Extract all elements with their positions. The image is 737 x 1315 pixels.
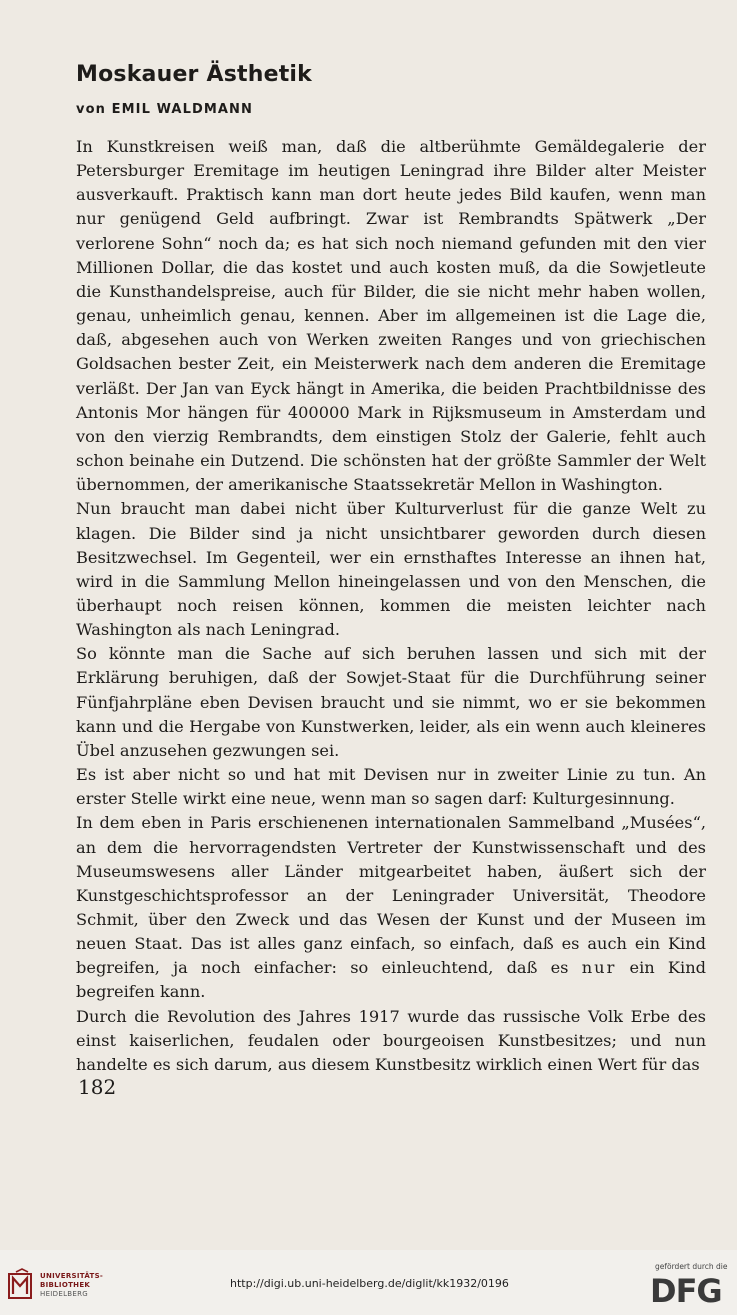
emphasized-word: nur — [581, 958, 617, 978]
paragraph: In Kunstkreisen weiß man, daß die altberühmte Gemäldegalerie der Petersburger Eremitage im heutigen Leningrad ihre Bilder alter Meister ausverkauft. Praktisch kann man dort heute jedes Bild kaufen, wenn man nur genügend Geld aufbringt. Zwar ist Rembrandts Spätwerk „Der verlorene Sohn“ noch da; es hat sich noch niemand gefunden mit den vier Millionen Dollar, die das kostet und auch kosten muß, da die Sowjetleute die Kunsthandelspreise, auch für Bilder, die sie nicht mehr haben wollen, genau, unheimlich genau, kennen. Aber im allgemeinen ist die Lage die, daß, abgesehen auch von Werken zweiten Ranges und von griechischen Goldsachen bester Zeit, ein Meisterwerk nach dem anderen die Eremitage verläßt. Der Jan van Eyck hängt in Amerika, die beiden Prachtbildnisse des Antonis Mor hängen für 400000 Mark in Rijksmuseum in Amsterdam und von den vierzig Rembrandts, dem einstigen Stolz der Galerie, fehlt auch schon beinahe ein Dutzend. Die schönsten hat der größte Sammler der Welt übernommen, der amerikanische Staatssekretär Mellon in Washington. — [76, 137, 706, 495]
paragraph-text: In dem eben in Paris erschienenen internationalen Sammelband „Musées“, an dem die hervorragendsten Vertreter der Kunstwissenschaft und des Museumswesens aller Länder mitgearbeitet haben, äußert sich der Kunstgeschichtsprofessor an der Leningrader Universität, Theodore Schmit, über den Zweck und das Wesen der Kunst und der Museen im neuen Staat. Das ist alles ganz einfach, so einfach, daß es auch ein Kind begreifen, ja noch einfacher: so einleuchtend, daß es — [76, 813, 706, 978]
paragraph-text-tail: ein Kind begreifen kann. — [76, 958, 706, 1002]
library-name: UNIVERSITÄTS- BIBLIOTHEK HEIDELBERG — [40, 1272, 104, 1298]
permalink-url[interactable]: http://digi.ub.uni-heidelberg.de/diglit/kk1932/0196 — [230, 1277, 509, 1290]
author-name: EMIL WALDMANN — [111, 102, 254, 117]
viewer-footer — [0, 1250, 737, 1315]
paragraph: So könnte man die Sache auf sich beruhen lassen und sich mit der Erklärung beruhigen, daß der Sowjet-Staat für die Durchführung seiner Fünfjahrpläne eben Devisen braucht und sie nimmt, wo er sie bekommen kann und die Hergabe von Kunstwerken, leider, als ein wenn auch kleineres Übel anzusehen gezwungen sei. — [76, 644, 706, 760]
funding-caption: gefördert durch die — [655, 1262, 728, 1271]
article-body — [76, 135, 706, 1077]
byline — [76, 102, 253, 117]
byline-prefix: von — [76, 102, 106, 117]
dfg-logo: DFG — [650, 1272, 722, 1310]
paragraph: Durch die Revolution des Jahres 1917 wurde das russische Volk Erbe des einst kaiserlichen, feudalen oder bourgeoisen Kunstbesitzes; und nun handelte es sich darum, aus diesem Kunstbesitz wirklich einen Wert für das — [76, 1006, 706, 1074]
paragraph: Es ist aber nicht so und hat mit Devisen nur in zweiter Linie zu tun. An erster Stelle wirkt eine neue, wenn man so sagen darf: Kulturgesinnung. — [76, 765, 706, 809]
paragraph — [76, 811, 706, 1004]
university-library-logo-icon — [8, 1268, 36, 1300]
paragraph: Nun braucht man dabei nicht über Kulturverlust für die ganze Welt zu klagen. Die Bilder sind ja nicht unsichtbarer geworden durch diesen Besitzwechsel. Im Gegenteil, wer ein ernsthaftes Interesse an ihnen hat, wird in die Sammlung Mellon hineingelassen und von den Menschen, die überhaupt noch reisen können, kommen die meisten leichter nach Washington als nach Leningrad. — [76, 499, 706, 640]
page-number: 182 — [78, 1075, 117, 1099]
article-title: Moskauer Ästhetik — [76, 62, 312, 87]
